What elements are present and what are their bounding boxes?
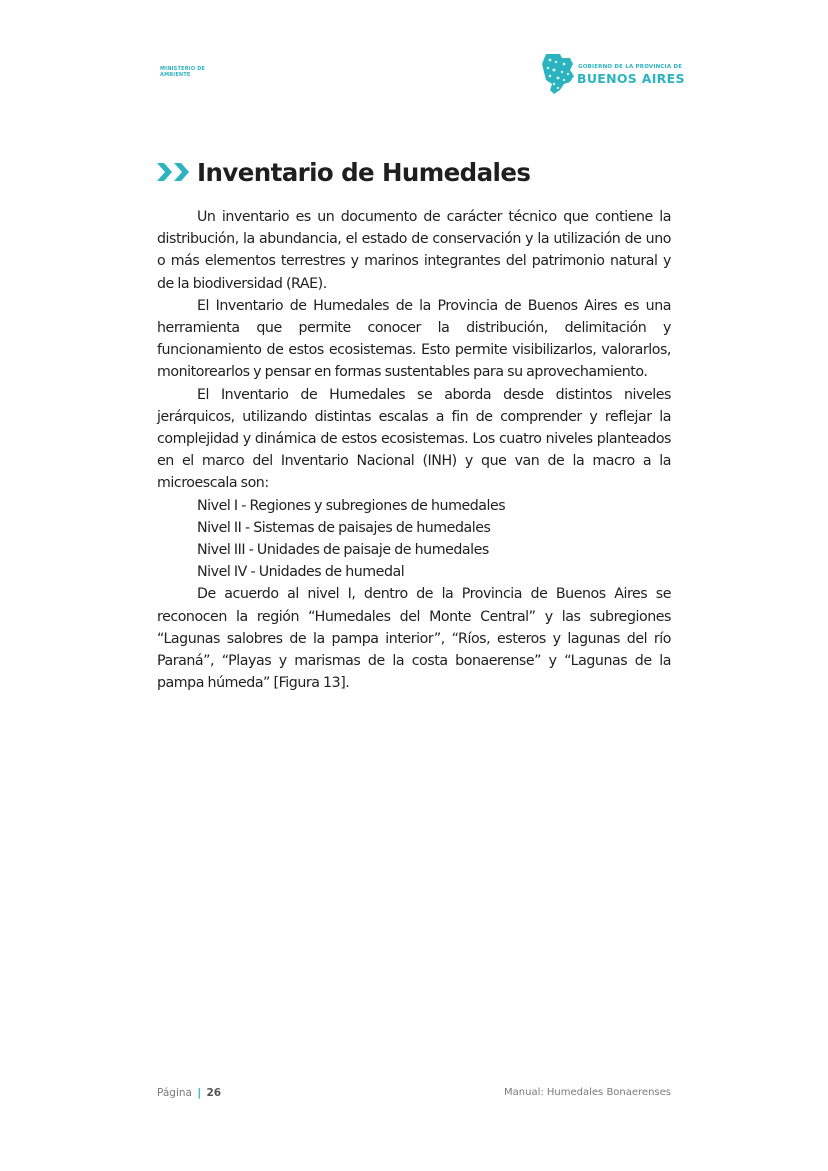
page-number: 26 xyxy=(206,1087,222,1099)
manual-title-footer: Manual: Humedales Bonaerenses xyxy=(504,1087,671,1098)
nivel-item: Nivel II - Sistemas de paisajes de humedales xyxy=(197,519,491,536)
body-text xyxy=(157,206,671,694)
ministry-logo-line1: MINISTERIO DE xyxy=(160,66,206,72)
section-heading xyxy=(156,157,530,187)
paragraph-1: Un inventario es un documento de carácter técnico que contiene la distribución, la abundancia, el estado de conservación y la utilización de uno o más elementos terrestres y marinos integrantes del patrimonio natural y de la biodiversidad (RAE). xyxy=(157,209,671,292)
double-chevron-icon xyxy=(156,157,194,187)
paragraph-2: El Inventario de Humedales de la Provincia de Buenos Aires es una herramienta que permite conocer la distribución, delimitación y funcionamiento de estos ecosistemas. Esto permite visibilizarlos, valorarlos, monitorearlos y pensar en formas sustentables para su aprovechamiento. xyxy=(157,297,671,381)
government-logo-small-text: GOBIERNO DE LA PROVINCIA DE xyxy=(578,64,683,70)
nivel-item: Nivel III - Unidades de paisaje de humedales xyxy=(197,542,489,559)
province-map-icon xyxy=(540,52,576,96)
paragraph-3: El Inventario de Humedales se aborda desde distintos niveles jerárquicos, utilizando distintas escalas a fin de comprender y reflejar la complejidad y dinámica de estos ecosistemas. Los cuatro niveles planteados en el marco del Inventario Nacional (INH) y que van de la macro a la microescala son: xyxy=(157,386,671,492)
closing-paragraph: De acuerdo al nivel I, dentro de la Provincia de Buenos Aires se reconocen la región “Humedales del Monte Central” y las subregiones “Lagunas salobres de la pampa interior”, “Ríos, esteros y lagunas del río Paraná”, “Playas y marismas de la costa bonaerense” y “Lagunas de la pampa húmeda” [Figura 13]. xyxy=(157,586,671,692)
government-logo xyxy=(540,52,685,96)
nivel-item: Nivel I - Regiones y subregiones de humedales xyxy=(197,497,506,514)
section-title: Inventario de Humedales xyxy=(197,157,531,187)
nivel-item: Nivel IV - Unidades de humedal xyxy=(197,564,405,581)
government-logo-big-text: BUENOS AIRES xyxy=(577,71,685,86)
ministry-logo xyxy=(160,66,205,78)
footer-separator: | xyxy=(197,1087,202,1099)
page-label: Página xyxy=(157,1087,192,1099)
page-number-footer xyxy=(157,1087,221,1099)
ministry-logo-line2: AMBIENTE xyxy=(160,72,191,78)
